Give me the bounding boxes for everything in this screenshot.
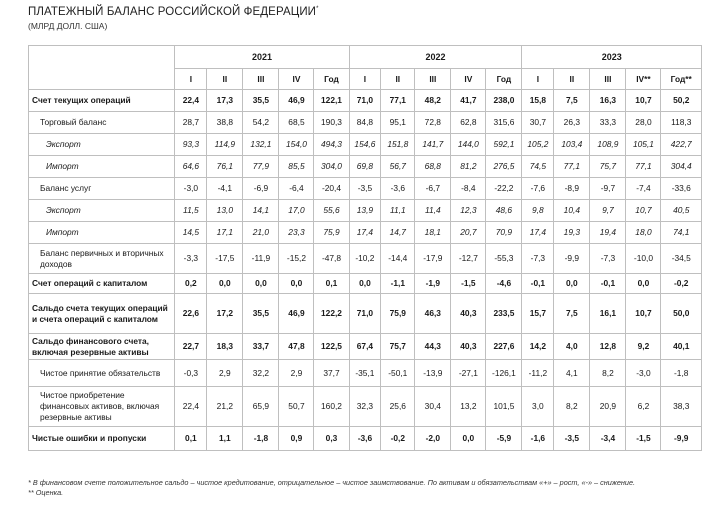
table-cell: 38,3	[661, 387, 702, 427]
table-cell: 132,1	[243, 134, 279, 156]
table-cell: -1,5	[451, 274, 486, 294]
table-cell: 4,1	[554, 360, 590, 387]
table-cell: 15,8	[522, 90, 554, 112]
table-cell: 10,7	[626, 90, 661, 112]
table-cell: 8,2	[554, 387, 590, 427]
table-cell: 11,1	[381, 200, 415, 222]
table-cell: 20,9	[590, 387, 626, 427]
table-cell: 12,3	[451, 200, 486, 222]
table-cell: 48,2	[415, 90, 451, 112]
column-header: II	[207, 69, 243, 90]
table-cell: 304,4	[661, 156, 702, 178]
table-cell: 14,5	[175, 222, 207, 244]
table-cell: -0,2	[381, 427, 415, 451]
row-label: Импорт	[29, 222, 175, 244]
table-cell: 75,7	[590, 156, 626, 178]
table-cell: -11,9	[243, 244, 279, 274]
table-cell: -3,3	[175, 244, 207, 274]
table-cell: -13,9	[415, 360, 451, 387]
table-cell: 0,1	[314, 274, 349, 294]
row-label: Чистые ошибки и пропуски	[29, 427, 175, 451]
table-cell: 71,0	[349, 294, 381, 334]
table-cell: -8,9	[554, 178, 590, 200]
table-cell: 0,1	[175, 427, 207, 451]
table-cell: -50,1	[381, 360, 415, 387]
table-cell: 233,5	[486, 294, 522, 334]
table-cell: 40,3	[451, 334, 486, 360]
table-cell: 48,6	[486, 200, 522, 222]
table-cell: 50,0	[661, 294, 702, 334]
table-cell: 46,3	[415, 294, 451, 334]
table-cell: 154,6	[349, 134, 381, 156]
table-cell: -6,4	[279, 178, 314, 200]
table-cell: -6,7	[415, 178, 451, 200]
row-label: Счет операций с капиталом	[29, 274, 175, 294]
table-cell: 1,1	[207, 427, 243, 451]
table-cell: 494,3	[314, 134, 349, 156]
table-cell: 7,5	[554, 90, 590, 112]
table-cell: 122,5	[314, 334, 349, 360]
table-cell: 35,5	[243, 90, 279, 112]
table-cell: 40,5	[661, 200, 702, 222]
table-cell: 9,2	[626, 334, 661, 360]
table-cell: 46,9	[279, 294, 314, 334]
table-cell: -55,3	[486, 244, 522, 274]
table-cell: 26,3	[554, 112, 590, 134]
table-cell: 62,8	[451, 112, 486, 134]
footnotes	[28, 478, 635, 498]
table-cell: 9,8	[522, 200, 554, 222]
column-header: I	[175, 69, 207, 90]
table-cell: 227,6	[486, 334, 522, 360]
table-cell: 18,1	[415, 222, 451, 244]
table-cell: 85,5	[279, 156, 314, 178]
table-cell: -3,5	[554, 427, 590, 451]
table-cell: 22,4	[175, 387, 207, 427]
table-cell: 76,1	[207, 156, 243, 178]
table-cell: -11,2	[522, 360, 554, 387]
table-cell: -10,2	[349, 244, 381, 274]
table-cell: 72,8	[415, 112, 451, 134]
table-cell: -27,1	[451, 360, 486, 387]
row-label: Экспорт	[29, 134, 175, 156]
table-cell: -3,6	[349, 427, 381, 451]
table-cell: 0,2	[175, 274, 207, 294]
table-cell: 75,9	[381, 294, 415, 334]
table-cell: 74,1	[661, 222, 702, 244]
table-cell: 3,0	[522, 387, 554, 427]
table-cell: 238,0	[486, 90, 522, 112]
row-label: Сальдо финансового счета, включая резервные активы	[29, 334, 175, 360]
table-cell: 15,7	[522, 294, 554, 334]
table-cell: 50,2	[661, 90, 702, 112]
table-cell: 14,7	[381, 222, 415, 244]
table-cell: 2,9	[279, 360, 314, 387]
table-cell: 47,8	[279, 334, 314, 360]
table-cell: 10,7	[626, 294, 661, 334]
column-header: Год	[314, 69, 349, 90]
table-cell: 70,9	[486, 222, 522, 244]
table-cell: 44,3	[415, 334, 451, 360]
table-cell: 0,0	[279, 274, 314, 294]
table-row	[29, 134, 702, 156]
table-cell: 122,2	[314, 294, 349, 334]
table-cell: -33,6	[661, 178, 702, 200]
table-cell: -6,9	[243, 178, 279, 200]
table-cell: 77,9	[243, 156, 279, 178]
table-cell: 13,9	[349, 200, 381, 222]
table-cell: 16,1	[590, 294, 626, 334]
column-header: Год**	[661, 69, 702, 90]
table-cell: 56,7	[381, 156, 415, 178]
table-cell: 25,6	[381, 387, 415, 427]
table-cell: -1,8	[243, 427, 279, 451]
table-cell: 28,7	[175, 112, 207, 134]
table-cell: 11,4	[415, 200, 451, 222]
table-cell: 33,3	[590, 112, 626, 134]
table-cell: -17,5	[207, 244, 243, 274]
table-cell: 592,1	[486, 134, 522, 156]
table-cell: 160,2	[314, 387, 349, 427]
table-cell: 103,4	[554, 134, 590, 156]
table-cell: -8,4	[451, 178, 486, 200]
year-header: 2022	[349, 46, 522, 69]
table-row	[29, 200, 702, 222]
row-label: Баланс первичных и вторичных доходов	[29, 244, 175, 274]
table-row	[29, 156, 702, 178]
table-cell: 13,0	[207, 200, 243, 222]
table-cell: 22,7	[175, 334, 207, 360]
table-cell: 20,7	[451, 222, 486, 244]
column-header: IV**	[626, 69, 661, 90]
table-cell: -22,2	[486, 178, 522, 200]
table-cell: 0,0	[243, 274, 279, 294]
table-cell: 23,3	[279, 222, 314, 244]
table-cell: 14,2	[522, 334, 554, 360]
table-cell: -15,2	[279, 244, 314, 274]
table-cell: 22,4	[175, 90, 207, 112]
table-cell: 37,7	[314, 360, 349, 387]
table-cell: 4,0	[554, 334, 590, 360]
row-label: Импорт	[29, 156, 175, 178]
table-row	[29, 274, 702, 294]
table-cell: 0,0	[451, 427, 486, 451]
table-cell: 315,6	[486, 112, 522, 134]
table-cell: 151,8	[381, 134, 415, 156]
table-cell: -7,6	[522, 178, 554, 200]
column-header: III	[415, 69, 451, 90]
table-cell: -0,3	[175, 360, 207, 387]
column-header: IV	[279, 69, 314, 90]
table-cell: -17,9	[415, 244, 451, 274]
table-cell: 141,7	[415, 134, 451, 156]
table-cell: 10,4	[554, 200, 590, 222]
table-cell: -9,9	[554, 244, 590, 274]
table-cell: 2,9	[207, 360, 243, 387]
table-cell: 17,1	[207, 222, 243, 244]
table-cell: 22,6	[175, 294, 207, 334]
table-cell: 40,1	[661, 334, 702, 360]
table-cell: 0,9	[279, 427, 314, 451]
table-cell: 75,7	[381, 334, 415, 360]
table-cell: 0,3	[314, 427, 349, 451]
table-row	[29, 387, 702, 427]
row-label: Чистое приобретение финансовых активов, включая резервные активы	[29, 387, 175, 427]
row-label: Торговый баланс	[29, 112, 175, 134]
table-cell: 276,5	[486, 156, 522, 178]
table-cell: -3,6	[381, 178, 415, 200]
table-cell: 9,7	[590, 200, 626, 222]
table-cell: 17,2	[207, 294, 243, 334]
table-cell: 28,0	[626, 112, 661, 134]
table-cell: 101,5	[486, 387, 522, 427]
table-row	[29, 294, 702, 334]
table-cell: -7,3	[590, 244, 626, 274]
row-label: Счет текущих операций	[29, 90, 175, 112]
table-cell: 50,7	[279, 387, 314, 427]
table-cell: 32,2	[243, 360, 279, 387]
year-header: 2023	[522, 46, 702, 69]
table-cell: 64,6	[175, 156, 207, 178]
column-header: III	[590, 69, 626, 90]
table-cell: 114,9	[207, 134, 243, 156]
table-row	[29, 427, 702, 451]
table-cell: 7,5	[554, 294, 590, 334]
table-cell: 21,2	[207, 387, 243, 427]
table-cell: 154,0	[279, 134, 314, 156]
table-cell: 18,0	[626, 222, 661, 244]
table-cell: 77,1	[626, 156, 661, 178]
table-cell: 0,0	[554, 274, 590, 294]
table-cell: -0,1	[590, 274, 626, 294]
row-label: Баланс услуг	[29, 178, 175, 200]
table-cell: -20,4	[314, 178, 349, 200]
table-cell: 30,4	[415, 387, 451, 427]
table-row	[29, 90, 702, 112]
page-subtitle: (МЛРД ДОЛЛ. США)	[28, 21, 108, 31]
table-cell: 46,9	[279, 90, 314, 112]
table-cell: 55,6	[314, 200, 349, 222]
table-cell: 77,1	[554, 156, 590, 178]
table-row	[29, 334, 702, 360]
table-cell: 11,5	[175, 200, 207, 222]
table-cell: 108,9	[590, 134, 626, 156]
table-cell: 12,8	[590, 334, 626, 360]
table-cell: 30,7	[522, 112, 554, 134]
table-cell: -0,1	[522, 274, 554, 294]
table-cell: -10,0	[626, 244, 661, 274]
table-cell: 81,2	[451, 156, 486, 178]
table-cell: 16,3	[590, 90, 626, 112]
table-cell: -9,7	[590, 178, 626, 200]
table-cell: -1,5	[626, 427, 661, 451]
table-corner	[29, 46, 175, 90]
table-cell: -1,9	[415, 274, 451, 294]
column-header: III	[243, 69, 279, 90]
table-cell: 422,7	[661, 134, 702, 156]
column-header: IV	[451, 69, 486, 90]
column-header: II	[381, 69, 415, 90]
table-cell: -2,0	[415, 427, 451, 451]
table-cell: -126,1	[486, 360, 522, 387]
table-cell: -47,8	[314, 244, 349, 274]
table-cell: 32,3	[349, 387, 381, 427]
table-cell: 17,4	[522, 222, 554, 244]
table-cell: 68,5	[279, 112, 314, 134]
table-cell: 54,2	[243, 112, 279, 134]
table-cell: 17,3	[207, 90, 243, 112]
column-header: I	[522, 69, 554, 90]
table-cell: 6,2	[626, 387, 661, 427]
table-cell: 65,9	[243, 387, 279, 427]
table-cell: 69,8	[349, 156, 381, 178]
table-row	[29, 244, 702, 274]
table-row	[29, 112, 702, 134]
table-cell: -5,9	[486, 427, 522, 451]
table-row	[29, 178, 702, 200]
table-cell: 10,7	[626, 200, 661, 222]
table-cell: -35,1	[349, 360, 381, 387]
table-cell: 41,7	[451, 90, 486, 112]
table-cell: 21,0	[243, 222, 279, 244]
table-cell: 13,2	[451, 387, 486, 427]
table-cell: -0,2	[661, 274, 702, 294]
table-cell: 95,1	[381, 112, 415, 134]
table-cell: 8,2	[590, 360, 626, 387]
table-cell: -3,0	[626, 360, 661, 387]
table-cell: 68,8	[415, 156, 451, 178]
table-cell: -34,5	[661, 244, 702, 274]
row-label: Экспорт	[29, 200, 175, 222]
row-label: Сальдо счета текущих операций и счета операций с капиталом	[29, 294, 175, 334]
column-header: II	[554, 69, 590, 90]
table-cell: 71,0	[349, 90, 381, 112]
column-header: I	[349, 69, 381, 90]
table-cell: 33,7	[243, 334, 279, 360]
table-cell: 17,4	[349, 222, 381, 244]
table-cell: 84,8	[349, 112, 381, 134]
table-cell: 190,3	[314, 112, 349, 134]
table-cell: 18,3	[207, 334, 243, 360]
table-body	[29, 90, 702, 451]
year-header: 2021	[175, 46, 349, 69]
table-cell: -3,0	[175, 178, 207, 200]
table-row	[29, 222, 702, 244]
table-cell: 304,0	[314, 156, 349, 178]
table-cell: -3,5	[349, 178, 381, 200]
table-cell: 19,4	[590, 222, 626, 244]
table-cell: 93,3	[175, 134, 207, 156]
table-cell: 122,1	[314, 90, 349, 112]
table-cell: 75,9	[314, 222, 349, 244]
table-cell: 0,0	[349, 274, 381, 294]
page-title: ПЛАТЕЖНЫЙ БАЛАНС РОССИЙСКОЙ ФЕДЕРАЦИИ*	[28, 6, 319, 18]
table-cell: 77,1	[381, 90, 415, 112]
column-header: Год	[486, 69, 522, 90]
table-cell: 35,5	[243, 294, 279, 334]
footnote-1: * В финансовом счете положительное сальдо – чистое кредитование, отрицательное – чистое заимствование. По активам и обязательствам «+» – рост, «-» – снижение.	[28, 478, 636, 487]
table-cell: 0,0	[626, 274, 661, 294]
table-cell: -14,4	[381, 244, 415, 274]
table-cell: 144,0	[451, 134, 486, 156]
title-footnote-mark: *	[316, 6, 319, 12]
table-row	[29, 360, 702, 387]
table-cell: 40,3	[451, 294, 486, 334]
table-cell: 105,2	[522, 134, 554, 156]
footnote-2: ** Оценка.	[28, 488, 64, 497]
table-cell: -4,1	[207, 178, 243, 200]
table-cell: 38,8	[207, 112, 243, 134]
table-cell: 17,0	[279, 200, 314, 222]
table-cell: 118,3	[661, 112, 702, 134]
table-cell: 14,1	[243, 200, 279, 222]
table-cell: 19,3	[554, 222, 590, 244]
table-cell: 0,0	[207, 274, 243, 294]
table-cell: 74,5	[522, 156, 554, 178]
table-cell: -4,6	[486, 274, 522, 294]
table-cell: 67,4	[349, 334, 381, 360]
balance-of-payments-table	[28, 45, 702, 451]
table-cell: -7,4	[626, 178, 661, 200]
table-cell: -1,8	[661, 360, 702, 387]
table-cell: -7,3	[522, 244, 554, 274]
row-label: Чистое принятие обязательств	[29, 360, 175, 387]
table-cell: -12,7	[451, 244, 486, 274]
table-cell: -9,9	[661, 427, 702, 451]
table-cell: -1,1	[381, 274, 415, 294]
table-cell: -1,6	[522, 427, 554, 451]
table-cell: 105,1	[626, 134, 661, 156]
table-cell: -3,4	[590, 427, 626, 451]
